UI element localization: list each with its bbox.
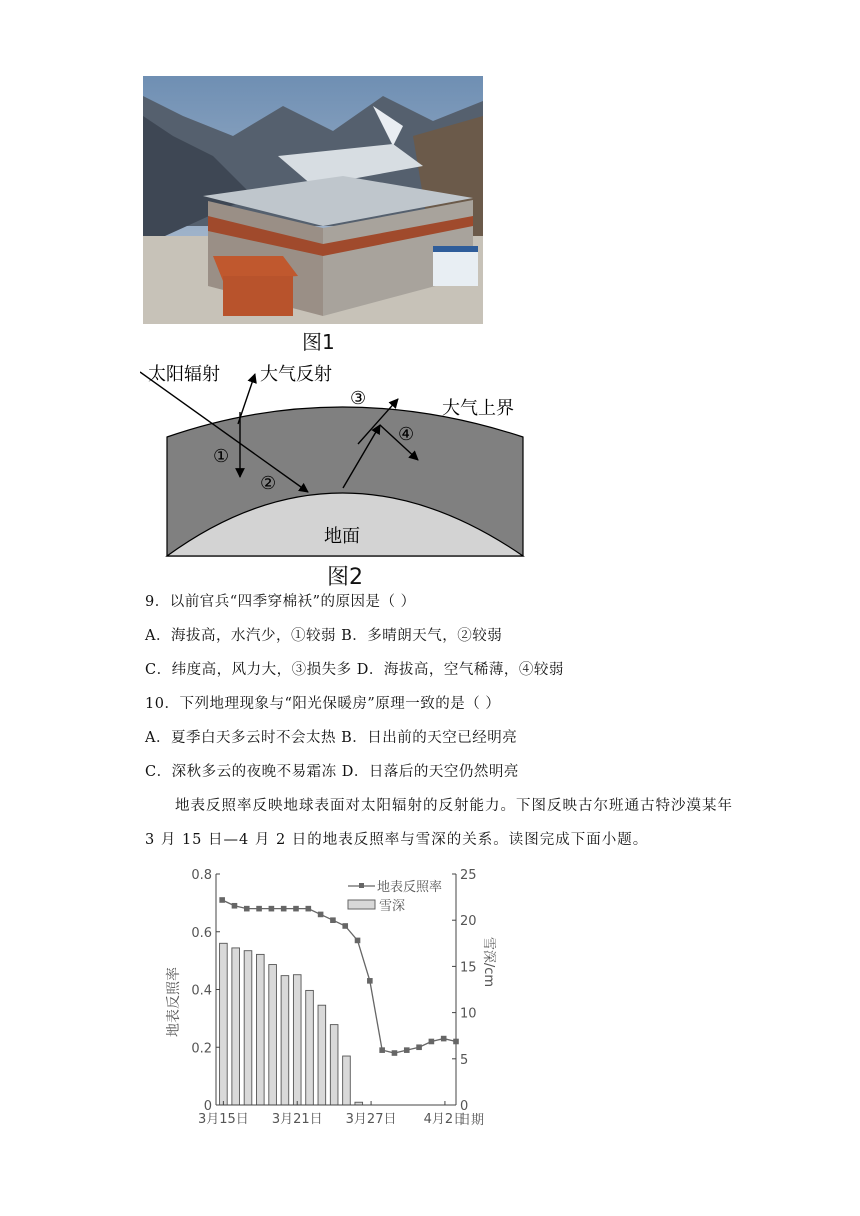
y2-axis-label: 雪深/cm [481,936,496,988]
albedo-point [453,1039,459,1045]
label-2: ② [260,473,277,494]
y2-tick-label: 10 [460,1006,477,1022]
y2-tick-label: 15 [460,960,477,976]
question-9-options-cd: C．纬度高，风力大，③损失多 D．海拔高，空气稀薄，④较弱 [145,662,564,678]
figure1-caption: 图1 [302,330,335,354]
y-tick-label: 0.8 [191,868,212,883]
albedo-point [281,906,287,912]
figure1-photo [143,76,483,324]
albedo-point [219,897,225,903]
x-tick-label: 4月2日 [423,1112,467,1127]
legend-bar-swatch [348,900,375,909]
albedo-point [441,1036,447,1042]
snow-depth-bar [293,975,301,1105]
label-1: ① [213,446,230,467]
x-tick-label: 3月21日 [271,1112,323,1127]
y2-tick-label: 25 [460,868,477,883]
question-9-options-ab: A．海拔高，水汽少，①较弱 B．多晴朗天气，②较弱 [145,628,503,644]
albedo-point [256,906,262,912]
y-tick-label: 0.4 [191,983,212,999]
x-tick-label: 3月27日 [345,1112,397,1127]
figure2-diagram [140,352,540,592]
albedo-point [244,906,250,912]
albedo-point [355,938,361,944]
legend-albedo: 地表反照率 [377,880,443,895]
legend-line-marker [359,883,364,888]
albedo-point [379,1047,385,1053]
y-tick-label: 0 [203,1099,212,1114]
label-solar-radiation: 太阳辐射 [148,364,220,385]
label-atmosphere-reflection: 大气反射 [260,364,332,385]
albedo-point [392,1050,398,1056]
legend-snow: 雪深 [379,899,406,914]
question-10-options-ab: A．夏季白天多云时不会太热 B．日出前的天空已经明亮 [145,730,518,746]
y-axis-label: 地表反照率 [166,967,182,1037]
albedo-point [232,903,238,909]
snow-depth-bar [318,1005,326,1105]
snow-depth-bar [330,1025,338,1105]
albedo-point [269,906,275,912]
albedo-point [429,1039,435,1045]
snow-depth-bar [281,976,289,1105]
y2-tick-label: 20 [460,914,477,930]
snow-depth-bar [232,948,240,1105]
albedo-point [367,978,373,984]
question-10-stem: 10．下列地理现象与“阳光保暖房”原理一致的是（ ） [145,696,501,712]
label-4: ④ [398,424,415,445]
y-tick-label: 0.6 [191,925,212,941]
albedo-point [342,923,348,929]
y2-tick-label: 5 [460,1052,469,1068]
x-axis-label: 日期 [458,1113,485,1128]
snow-depth-bar [220,943,228,1105]
x-tick-label: 3月15日 [197,1112,249,1127]
albedo-point [293,906,299,912]
albedo-point [416,1044,422,1050]
question-9-stem: 9．以前官兵“四季穿棉袄”的原因是（ ） [145,594,416,610]
snow-depth-bar [343,1056,351,1105]
snow-depth-bar [244,951,252,1105]
y-tick-label: 0.2 [191,1041,212,1057]
label-atmosphere-upper: 大气上界 [442,398,514,419]
figure2-caption: 图2 [327,565,363,590]
albedo-point [318,912,324,918]
snow-depth-bar [306,990,314,1105]
passage-line-1: 地表反照率反映地球表面对太阳辐射的反射能力。下图反映古尔班通古特沙漠某年 [175,798,733,814]
y2-tick-label: 0 [460,1099,469,1114]
albedo-point [330,917,336,923]
albedo-point [306,906,312,912]
question-10-options-cd: C．深秋多云的夜晚不易霜冻 D．日落后的天空仍然明亮 [145,764,519,780]
passage-line-2: 3 月 15 日—4 月 2 日的地表反照率与雪深的关系。读图完成下面小题。 [145,832,649,848]
albedo-snow-chart [160,862,500,1132]
label-ground: 地面 [324,526,360,547]
albedo-point [404,1047,410,1053]
snow-depth-bar [269,965,277,1105]
snow-depth-bar [256,954,264,1105]
label-3: ③ [350,388,367,409]
